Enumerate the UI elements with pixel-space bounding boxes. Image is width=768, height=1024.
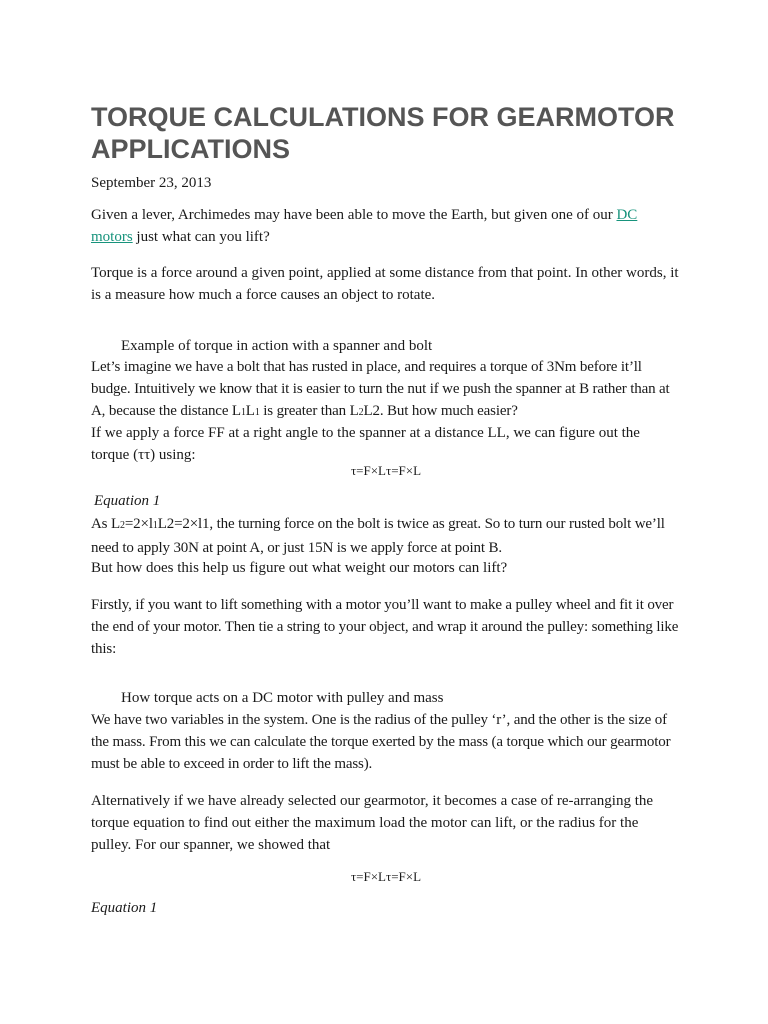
- subscript: 2: [119, 520, 125, 531]
- page-title: TORQUE CALCULATIONS FOR GEARMOTOR APPLICATIONS: [91, 102, 675, 164]
- variables-paragraph: We have two variables in the system. One is the radius of the pulley ‘r’, and the other is the size of the mass. From this we can calculate the torque exerted by the mass (a torque which our gearmotor must be able to exceed in order to lift the mass).: [91, 712, 671, 772]
- subscript: 1: [254, 407, 260, 418]
- subscript: 1: [240, 407, 246, 418]
- spanner-figure-caption: Example of torque in action with a spanner and bolt: [121, 338, 433, 354]
- bolt-text-3: is greater than L: [259, 403, 359, 419]
- pulley-figure-caption: How torque acts on a DC motor with pulley and mass: [121, 690, 444, 706]
- intro-paragraph: [91, 204, 681, 248]
- equation: τ=F×Lτ=F×L: [350, 463, 422, 478]
- dc-motors-link[interactable]: DC motors: [91, 207, 638, 245]
- ratio-paragraph: [91, 513, 681, 559]
- ratio-text-1: As L: [91, 516, 120, 532]
- ratio-text-3: L2=2×l1, the turning force on the bolt is twice as great. So to turn our rusted bolt we’ll need to apply 30N at point A, or just 15N is we apply force at point B.: [91, 516, 665, 556]
- equation-label: Equation 1: [94, 493, 161, 509]
- weight-question: But how does this help us figure out what weight our motors can lift?: [91, 560, 508, 576]
- intro-text-after: just what can you lift?: [132, 229, 270, 245]
- bolt-text-4: L2. But how much easier?: [363, 403, 518, 419]
- bolt-text-1: Let’s imagine we have a bolt that has rusted in place, and requires a torque of 3Nm before it’ll budge. Intuitively we know that it is easier to turn the nut if we push the spanner at B rather than at A, because the distance L: [91, 359, 670, 419]
- intro-text-before: Given a lever, Archimedes may have been able to move the Earth, but given one of our: [91, 207, 617, 223]
- equation: τ=F×Lτ=F×L: [350, 869, 422, 884]
- torque-definition-paragraph: Torque is a force around a given point, applied at some distance from that point. In other words, it is a measure how much a force causes an object to rotate.: [91, 265, 679, 303]
- ratio-text-2: =2×l: [124, 516, 153, 532]
- pulley-paragraph: Firstly, if you want to lift something with a motor you’ll want to make a pulley wheel and fit it over the end of your motor. Then tie a string to your object, and wrap it around the pulley: something like this:: [91, 597, 679, 657]
- publish-date: September 23, 2013: [91, 175, 212, 191]
- alternative-paragraph: Alternatively if we have already selected our gearmotor, it becomes a case of re-arranging the torque equation to find out either the maximum load the motor can lift, or the radius for the pulley. For our spanner, we showed that: [91, 793, 654, 853]
- bolt-text-2: L: [245, 403, 255, 419]
- force-paragraph: If we apply a force FF at a right angle to the spanner at a distance LL, we can figure out the torque (ττ) using:: [91, 425, 640, 463]
- subscript: 1: [152, 520, 158, 531]
- subscript: 2: [358, 407, 364, 418]
- bolt-paragraph: [91, 356, 681, 424]
- equation-label: Equation 1: [91, 900, 158, 916]
